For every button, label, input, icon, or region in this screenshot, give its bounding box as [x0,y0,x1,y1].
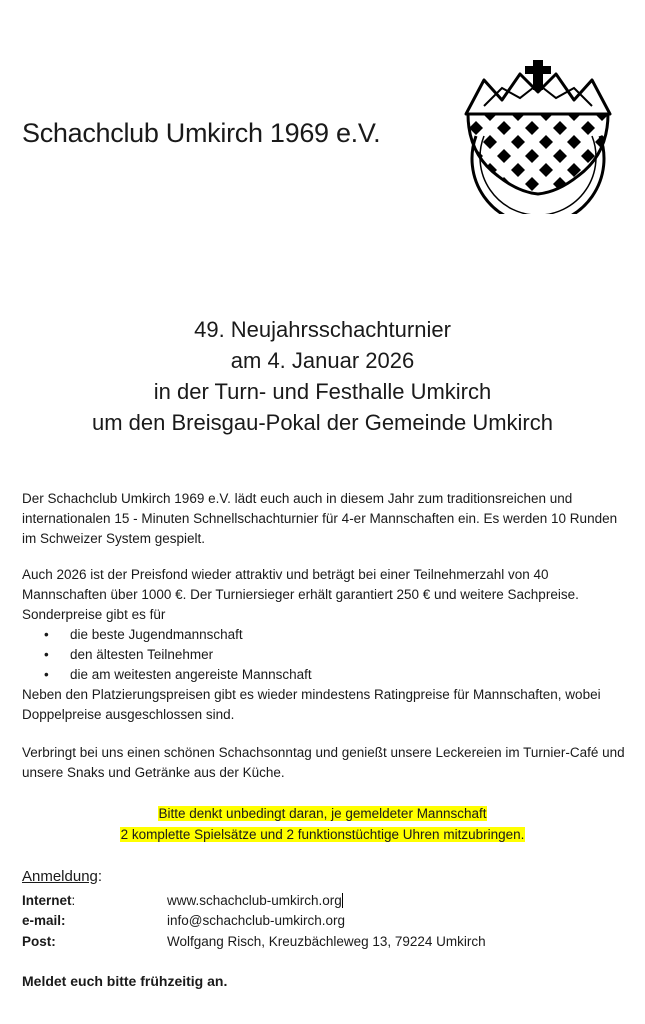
intro-paragraph: Der Schachclub Umkirch 1969 e.V. lädt euch auch in diesem Jahr zum traditionsreichen und internationalen 15 - Minuten Schnellschachturnier für 4-er Mannschaften ein. Es werden 10 Runden im Schweizer System gespielt. [22,491,618,546]
title-line: 49. Neujahrsschachturnier [194,317,451,342]
club-name: Schachclub Umkirch 1969 e.V. [22,118,381,148]
prizes-section [22,565,634,725]
shield-check-square [525,149,539,163]
internet-label [22,893,75,908]
shield-check-square [581,177,595,191]
shield-check-square [609,205,614,214]
internet-link[interactable]: www.schachclub-umkirch.org [167,893,342,908]
shield-check-square [567,135,581,149]
email-link[interactable]: info@schachclub-umkirch.org [167,913,346,928]
rating-prizes-text: Neben den Platzierungspreisen gibt es wieder mindestens Ratingpreise für Mannschaften, wobei Doppelpreise ausgeschlossen sind. [22,687,601,722]
shield-check-square [469,205,483,214]
shield-check-square [497,121,511,135]
shield-check-square [539,135,553,149]
highlighted-notice [0,803,645,845]
registration-post-row [22,934,622,954]
shield-check-square [497,149,511,163]
post-label: Post: [22,934,56,949]
shield-check-square [525,177,539,191]
list-item: • die beste Jugendmannschaft [22,625,634,645]
shield-check-square [553,121,567,135]
shield-check-square [609,177,614,191]
shield-check-square [511,191,525,205]
shield-check-square [511,163,525,177]
internet-label-colon: : [71,893,76,908]
special-prizes-list [22,625,634,685]
registration-heading-text: Anmeldung [22,868,98,885]
shield-check-square [539,163,553,177]
list-item: • die am weitesten angereiste Mannschaft [22,665,634,685]
shield-check-square [609,149,614,163]
closing-note: Meldet euch bitte frühzeitig an. [22,973,228,989]
shield-check-square [483,135,497,149]
registration-internet-row [22,893,622,913]
shield-check-square [462,191,469,205]
registration-heading-colon: : [97,868,103,885]
title-line: in der Turn- und Festhalle Umkirch [153,379,492,404]
shield-check-square [511,135,525,149]
title-line: am 4. Januar 2026 [230,348,415,373]
shield-check-square [462,135,469,149]
title-line: um den Breisgau-Pokal der Gemeinde Umkirch [92,410,553,435]
registration-email-row [22,913,622,933]
tournament-title [0,314,645,438]
registration-heading [22,868,102,885]
post-address: Wolfgang Risch, Kreuzbächleweg 13, 79224 Umkirch [167,934,486,949]
shield-check-square [581,121,595,135]
shield-check-square [609,121,614,135]
list-item: • den ältesten Teilnehmer [22,645,634,665]
shield-check-square [462,163,469,177]
chess-crown-shield-logo [462,58,614,214]
internet-label-text: Internet [22,893,72,908]
notice-line: 2 komplette Spielsätze und 2 funktionstüchtige Uhren mitzubringen. [120,827,525,842]
notice-line: Bitte denkt unbedingt daran, je gemeldeter Mannschaft [158,806,487,821]
prizes-text: Auch 2026 ist der Preisfond wieder attraktiv und beträgt bei einer Teilnehmerzahl von 40 Mannschaften über 1000 €. Der Turniersieger erhält garantiert 250 € und weitere Sachpreise. Sonderpreise gibt es für [22,567,579,622]
shield-check-square [525,205,539,214]
cafe-paragraph: Verbringt bei uns einen schönen Schachsonntag und genießt unsere Leckereien im Turnier-Café und unsere Snaks und Getränke aus der Küche. [22,745,625,780]
shield-check-square [553,149,567,163]
shield-check-square [595,191,609,205]
shield-check-square [525,121,539,135]
email-label: e-mail: [22,913,66,928]
